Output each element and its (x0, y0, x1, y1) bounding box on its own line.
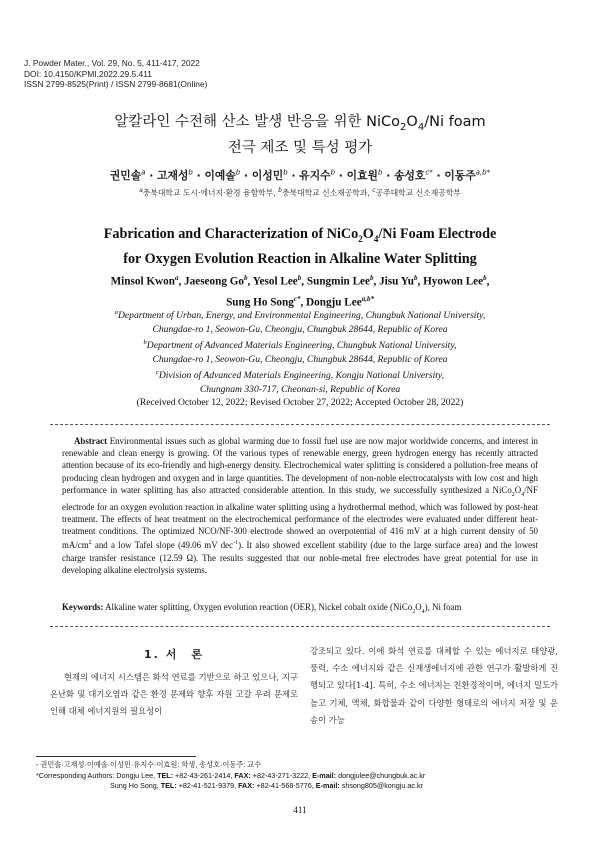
affil-mark: b (143, 339, 147, 346)
abstract-sub: 2 (511, 491, 515, 498)
abstract-label: Abstract (74, 436, 108, 446)
author-affil-mark: b (283, 168, 288, 177)
author-name: Jisu Yu (379, 275, 415, 288)
footnote-label: E-mail: (312, 770, 337, 780)
abstract-text: /NF electrode for an oxygen evolution reaction in alkaline water splitting using a hydrothermal method, which was followed by post-heat treatment. The effects of heat treatment on the electrochemical performance of the electrodes were evaluated under different heat-treatment conditions. The optimized NCO/NF-300 electrode showed an overpotential of 416 mV at a high current density of 50 mA/cm (62, 484, 538, 551)
footnote-divider (36, 756, 196, 757)
author-affil-mark: b (297, 274, 302, 282)
author-separator: · (338, 169, 343, 182)
affil-text: 충북대학교 신소재공학과, (281, 188, 373, 198)
author-name: Dongju Lee (306, 296, 362, 309)
author-affil-mark: b (244, 274, 248, 282)
footnote-label: TEL: (157, 770, 174, 780)
keywords-text: Alkaline water splitting, Oxygen evolution reaction (OER), Nickel cobalt oxide (NiCo (103, 602, 413, 612)
korean-title-line2: 전극 제조 및 특성 평가 (227, 139, 373, 156)
korean-title-part: 알칼라인 수전해 산소 발생 반응을 위한 NiCo (114, 114, 401, 130)
body-column-left (50, 643, 298, 721)
english-title-part: /Ni Foam Electrode (378, 226, 497, 242)
author-affil-mark: b (235, 168, 241, 177)
footnote-text: +82-43-261-2414, (173, 770, 235, 780)
english-authors: Minsol Kwon$^a$, Jaeseong Go$^b$, Yesol Lee$^b$, Sungmin Lee$^b$, Jisu Yu$^b$, Hyowon Lee$^b$, Sung Ho Song$^{c*}$, Dongju Lee$^{a,b*}$ (110, 274, 490, 309)
corresponding-note-2 (36, 781, 576, 792)
author-separator: · (386, 169, 391, 182)
korean-title-sub: 4 (417, 121, 425, 133)
author-name: 이성민 (251, 169, 284, 182)
footnote-label: TEL: (160, 781, 177, 791)
affil-mark: a (114, 309, 118, 316)
affil-text: 충북대학교 도시·에너지·환경 융합학부, (142, 188, 279, 198)
affil-mark: c (155, 369, 159, 376)
abstract-sup: -1 (233, 540, 239, 547)
corresponding-mark: * (370, 294, 374, 303)
abstract (62, 435, 538, 576)
english-affiliations (0, 306, 600, 409)
keywords-sub: 2 (412, 608, 416, 615)
affil-text: Chungdae-ro 1, Seowon-Gu, Cheongju, Chungbuk 28644, Republic of Korea (152, 353, 448, 365)
keywords-sub: 4 (421, 608, 425, 615)
affil-text: 공주대학교 신소재공학부 (375, 188, 461, 198)
footnote-text: Sung Ho Song, (110, 781, 161, 791)
korean-title-part: /Ni foam (424, 114, 486, 130)
english-title-line2: for Oxygen Evolution Reaction in Alkaline Water Splitting (123, 250, 477, 267)
author-name: 이예솔 (204, 169, 236, 182)
korean-title (0, 112, 600, 159)
footnote-label: E-mail: (315, 781, 340, 791)
affil-text: Division of Advanced Materials Engineering, Kongju National University, (158, 370, 445, 382)
abstract-sub: 4 (521, 491, 525, 498)
korean-title-sub: 2 (400, 121, 407, 133)
author-name: Hyowon Lee (423, 275, 484, 288)
abstract-text: ). It also showed excellent stability (due to the large surface area) and the lowest charge transfer resistance (12.59 Ω). The results suggested that our noble-metal free electrodes have great potential for use in developing alkaline electrolysis systems. (62, 540, 538, 575)
affil-mark: a (139, 187, 143, 194)
abstract-text: and a low Tafel slope (49.06 mV dec (91, 540, 234, 551)
footnote-label: FAX: (234, 770, 251, 780)
footnote-label: FAX: (238, 781, 255, 791)
author-affil-mark: a (141, 168, 146, 177)
korean-authors (0, 168, 600, 183)
author-affil-mark: a,b* (475, 168, 491, 177)
author-separator: · (244, 169, 249, 182)
journal-info (24, 58, 207, 90)
footnote-email: shsong805@kongju.ac.kr (339, 781, 423, 791)
english-title-sub: 4 (373, 233, 379, 244)
korean-title-part: O (406, 114, 418, 130)
author-separator: · (436, 169, 441, 182)
author-name: 유지수 (299, 169, 331, 182)
author-affil-mark: b (369, 274, 374, 282)
author-roles-note: - 권민솔·고재성·이예솔·이성민·유지수·이효원: 학생, 송성호·이동주: 교수 (36, 760, 262, 769)
english-title (0, 224, 600, 269)
footnote-text: +82-43-271-3222, (250, 770, 313, 780)
corresponding-mark: * (296, 294, 301, 303)
author-name: Jaeseong Go (184, 275, 245, 288)
section-heading: 1. 서 론 (144, 648, 204, 661)
author-separator: · (149, 169, 154, 182)
author-affil-mark: a,b (361, 294, 371, 303)
received-dates: (Received October 12, 2022; Revised October 27, 2022; Accepted October 28, 2022) (136, 397, 464, 408)
footnote-text: +82-41-568-5776, (254, 781, 316, 791)
footnotes (36, 760, 576, 792)
corresponding-note-1 (36, 771, 576, 782)
english-title-part: Fabrication and Characterization of NiCo (103, 226, 359, 242)
author-name: 고재성 (157, 169, 189, 182)
affil-text: Department of Advanced Materials Engineering, Chungbuk National University, (146, 340, 457, 352)
author-separator: · (196, 169, 201, 182)
author-affil-mark: b (483, 274, 487, 282)
footnote-email: dongjulee@chungbuk.ac.kr (336, 770, 426, 780)
affil-text: Chungdae-ro 1, Seowon-Gu, Cheongju, Chungbuk 28644, Republic of Korea (152, 323, 448, 335)
author-affil-mark: b (330, 168, 336, 177)
keywords-text: O (415, 602, 422, 612)
author-name: Yesol Lee (252, 275, 298, 288)
keywords-text: ), Ni foam (424, 602, 462, 612)
author-affil-mark: b (377, 168, 383, 177)
affil-text: Department of Urban, Energy, and Environmental Engineering, Chungbuk National University, (117, 310, 486, 322)
english-title-part: O (362, 226, 374, 242)
keywords-label: Keywords: (62, 602, 104, 612)
affil-mark: b (278, 187, 282, 194)
author-affil-mark: c (293, 294, 297, 303)
journal-citation: J. Powder Mater., Vol. 29, No. 5, 411-417, 2022 (24, 58, 200, 68)
divider-bottom (50, 626, 550, 627)
abstract-text: Environmental issues such as global warming due to fossil fuel use are now major worldwide concerns, and interest in renewable and clean energy is growing. Of the various types of renewable energy, green hydrogen energy has recently attracted attention because of its eco-friendly and high-energy density. Electrochemical water splitting is considered a pollution-free means of producing clean hydrogen and oxygen and in large quantities. The development of non-noble electrocatalysts with low cost and high performance in water splitting has also attracted considerable attention. In this study, we successfully synthesized a NiCo (62, 436, 538, 495)
author-name: 이효원 (346, 169, 378, 182)
english-title-sub: 2 (358, 233, 363, 244)
abstract-sup: 2 (88, 540, 92, 547)
footnote-text: *Corresponding Authors: Dongju Lee, (36, 770, 158, 780)
korean-affiliations (0, 187, 600, 199)
body-paragraph: 현재의 에너지 시스템은 화석 연료를 기반으로 하고 있으나, 지구온난화 및 대기오염과 같은 환경 문제와 향후 자원 고갈 우려 문제로 인해 대체 에너지원의 필요성이 (50, 672, 298, 717)
author-name: 이동주 (444, 169, 476, 182)
author-affil-mark: a (174, 274, 179, 282)
author-affil-mark: c* (425, 168, 433, 177)
journal-issn: ISSN 2799-8525(Print) / ISSN 2799-8681(Online) (24, 79, 208, 90)
divider-top (50, 424, 550, 425)
author-affil-mark: b (414, 274, 418, 282)
body-column-right (310, 643, 558, 729)
body-paragraph: 강조되고 있다. 이에 화석 연료를 대체할 수 있는 에너지로 태양광, 풍력, 수소 에너지와 같은 신재생에너지에 관한 연구가 활발하게 진행되고 있다[1-4]. 특히, 수소 에너지는 친환경적이며, 에너지 밀도가 높고 기체, 액체, 화합물과 같이 다양한 형태로의 에너지 저장 및 운송이 가능 (310, 646, 558, 725)
affil-text: Chungnam 330-717, Cheonan-si, Republic of Korea (199, 383, 401, 395)
author-name: 권민솔 (109, 169, 142, 182)
affil-mark: c (372, 187, 376, 194)
author-name: 송성호 (394, 169, 426, 182)
author-name: Minsol Kwon (110, 275, 175, 288)
footnote-text: +82-41-521-9379, (176, 781, 239, 791)
abstract-text: O (514, 484, 522, 495)
author-separator: · (291, 169, 296, 182)
author-name: Sungmin Lee (306, 275, 370, 288)
keywords (62, 601, 538, 618)
author-name: Sung Ho Song (226, 296, 294, 309)
page-number: 411 (293, 805, 307, 815)
journal-doi: DOI: 10.4150/KPMI.2022.29.5.411 (24, 68, 152, 79)
author-affil-mark: b (188, 168, 193, 177)
